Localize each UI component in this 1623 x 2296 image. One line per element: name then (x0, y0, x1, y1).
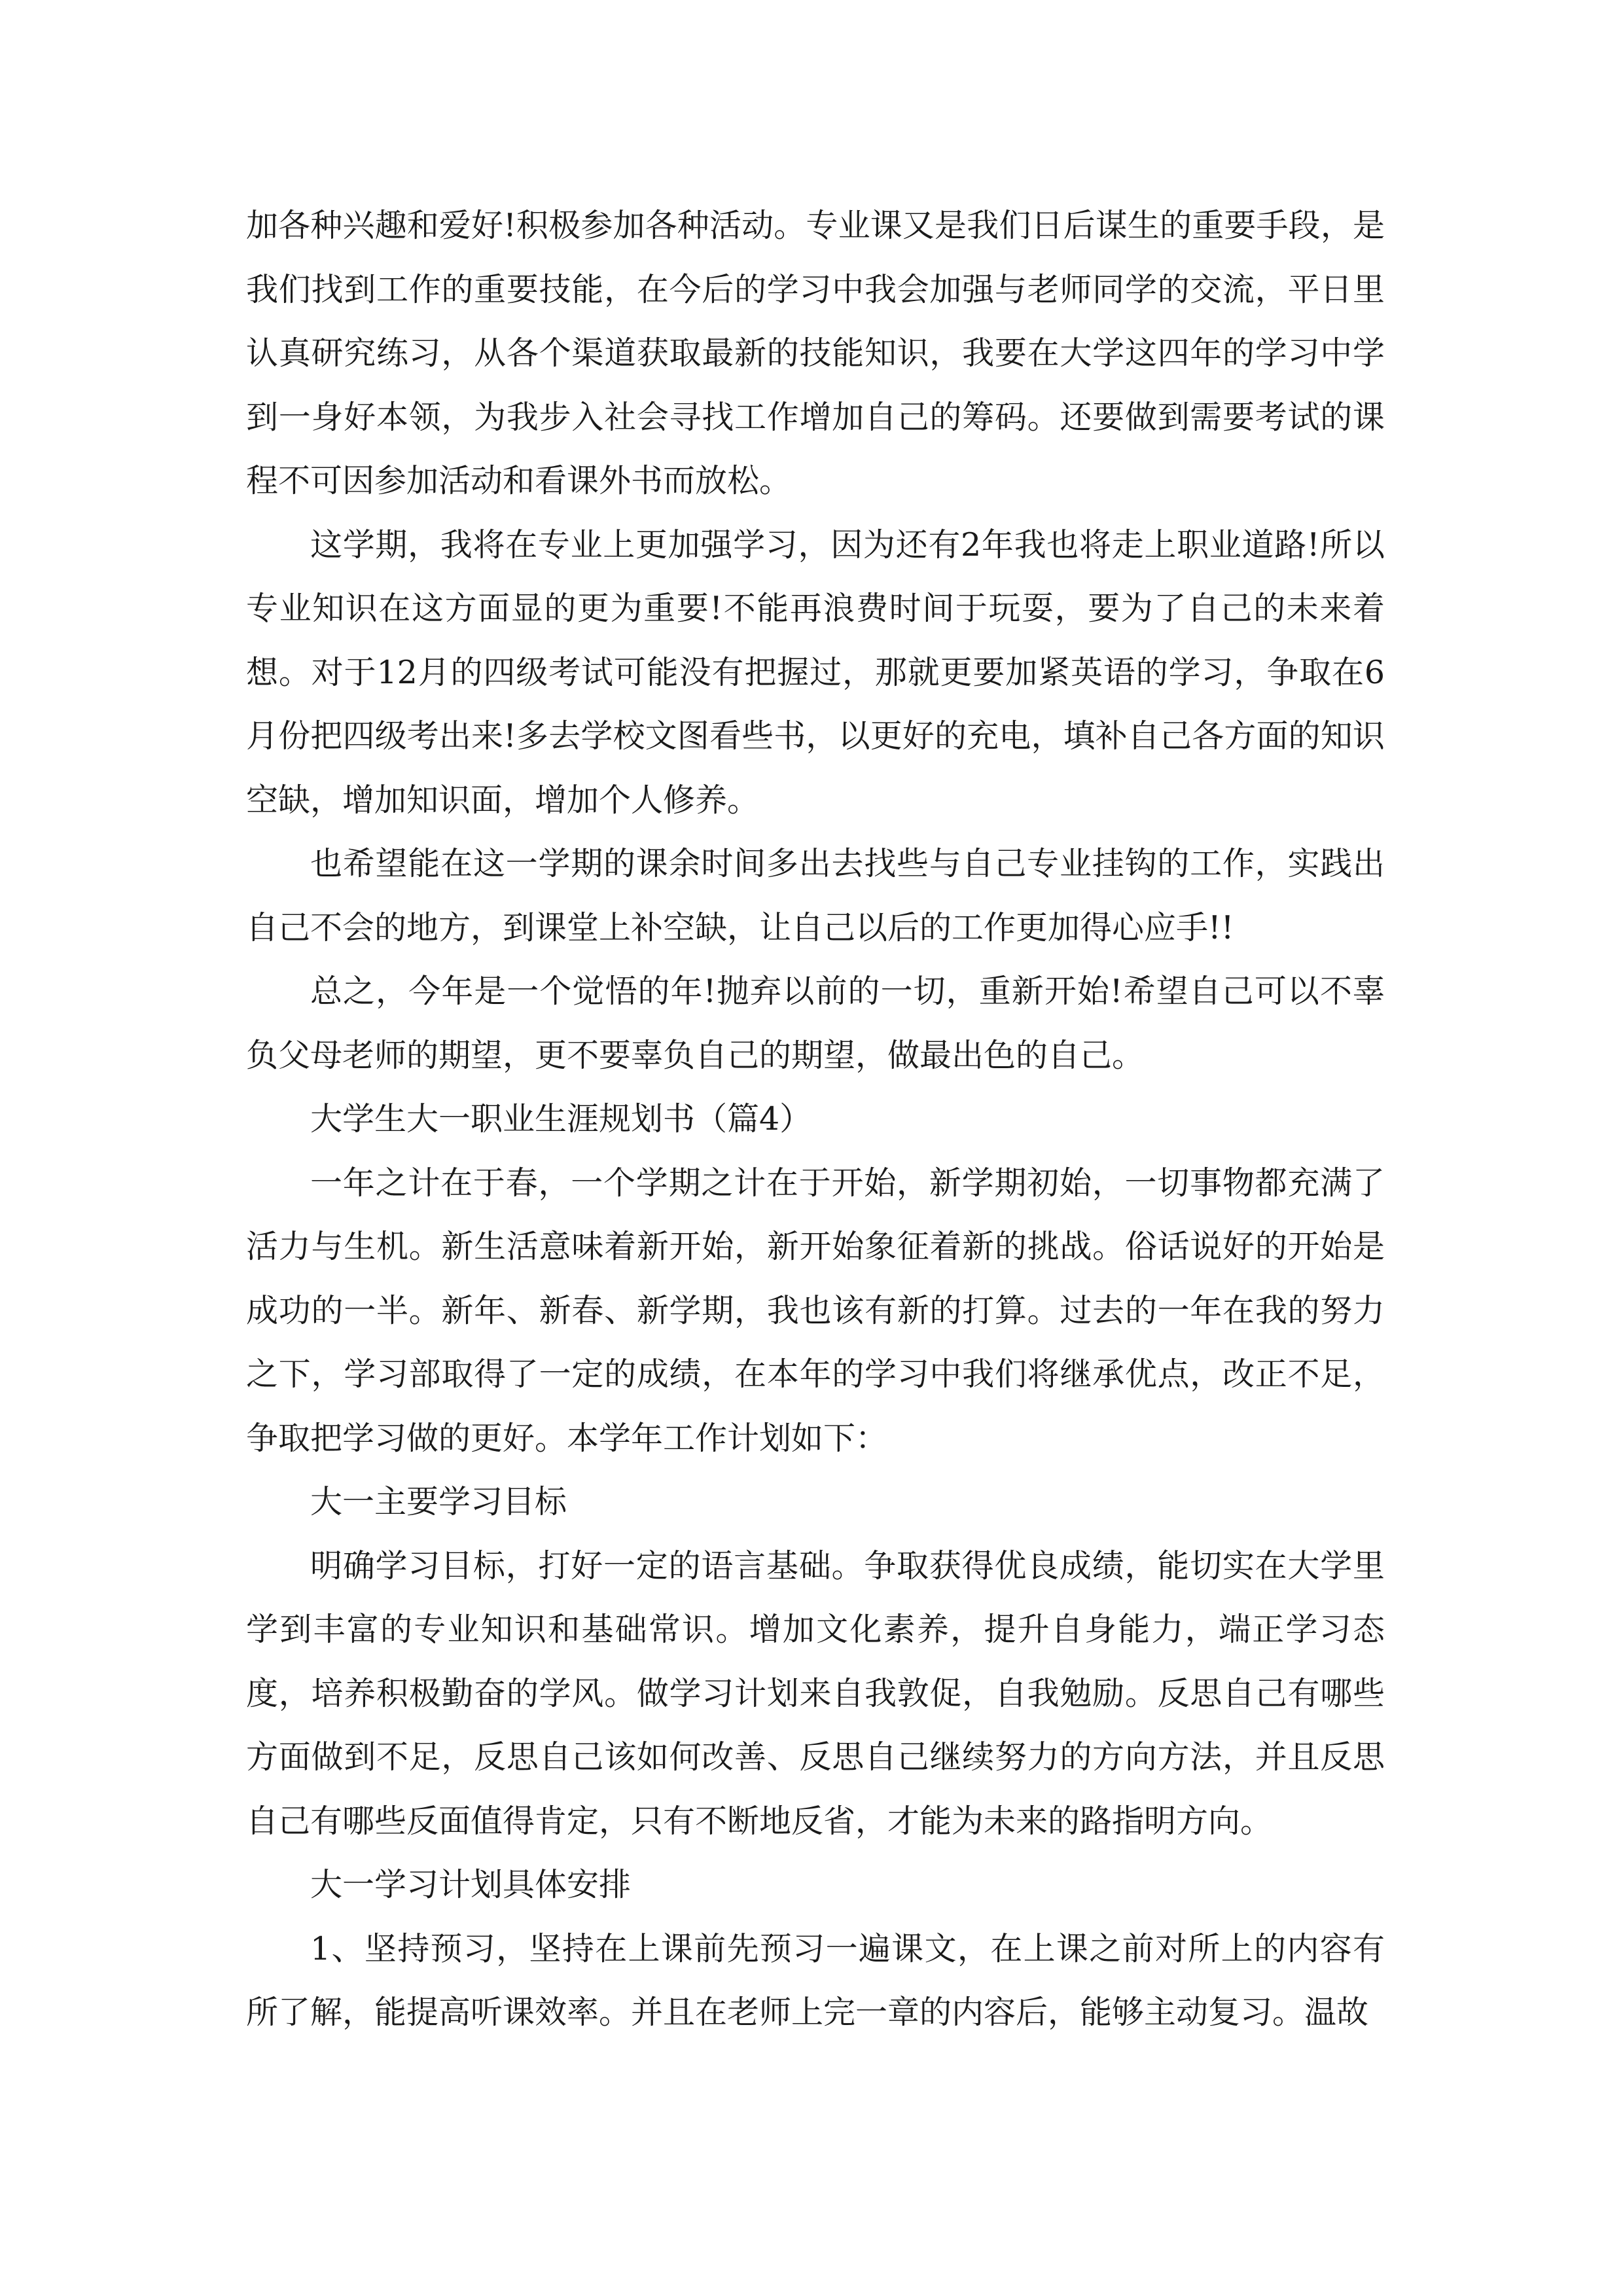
paragraph: 一年之计在于春，一个学期之计在于开始，新学期初始，一切事物都充满了活力与生机。新生活意味着新开始，新开始象征着新的挑战。俗话说好的开始是成功的一半。新年、新春、新学期，我也该有新的打算。过去的一年在我的努力之下，学习部取得了一定的成绩，在本年的学习中我们将继承优点，改正不足，争取把学习做的更好。本学年工作计划如下： (246, 1164, 1385, 1457)
paragraph-continuation: 加各种兴趣和爱好!积极参加各种活动。专业课又是我们日后谋生的重要手段，是我们找到工作的重要技能，在今后的学习中我会加强与老师同学的交流，平日里认真研究练习，从各个渠道获取最新的技能知识，我要在大学这四年的学习中学到一身好本领，为我步入社会寻找工作增加自己的筹码。还要做到需要考试的课程不可因参加活动和看课外书而放松。 (246, 207, 1385, 499)
paragraph: 也希望能在这一学期的课余时间多出去找些与自己专业挂钩的工作，实践出自己不会的地方，到课堂上补空缺，让自己以后的工作更加得心应手!! (246, 845, 1385, 946)
section-heading: 大学生大一职业生涯规划书（篇4） (310, 1100, 812, 1138)
paragraph: 明确学习目标，打好一定的语言基础。争取获得优良成绩，能切实在大学里学到丰富的专业知识和基础常识。增加文化素养，提升自身能力，端正学习态度，培养积极勤奋的学风。做学习计划来自我敦促，自我勉励。反思自己有哪些方面做到不足，反思自己该如何改善、反思自己继续努力的方向方法，并且反思自己有哪些反面值得肯定，只有不断地反省，才能为未来的路指明方向。 (246, 1547, 1385, 1840)
paragraph: 1、坚持预习，坚持在上课前先预习一遍课文，在上课之前对所上的内容有所了解，能提高听课效率。并且在老师上完一章的内容后，能够主动复习。温故 (246, 1929, 1385, 2031)
body-text (246, 194, 1385, 2045)
paragraph: 总之，今年是一个觉悟的年!抛弃以前的一切，重新开始!希望自己可以不辜负父母老师的期望，更不要辜负自己的期望，做最出色的自己。 (246, 973, 1385, 1074)
paragraph: 这学期，我将在专业上更加强学习，因为还有2年我也将走上职业道路!所以专业知识在这方面显的更为重要!不能再浪费时间于玩耍，要为了自己的未来着想。对于12月的四级考试可能没有把握过，那就更要加紧英语的学习，争取在6月份把四级考出来!多去学校文图看些书，以更好的充电，填补自己各方面的知识空缺，增加知识面，增加个人修养。 (246, 526, 1385, 819)
subheading: 大一主要学习目标 (310, 1483, 567, 1520)
subheading: 大一学习计划具体安排 (310, 1866, 632, 1903)
